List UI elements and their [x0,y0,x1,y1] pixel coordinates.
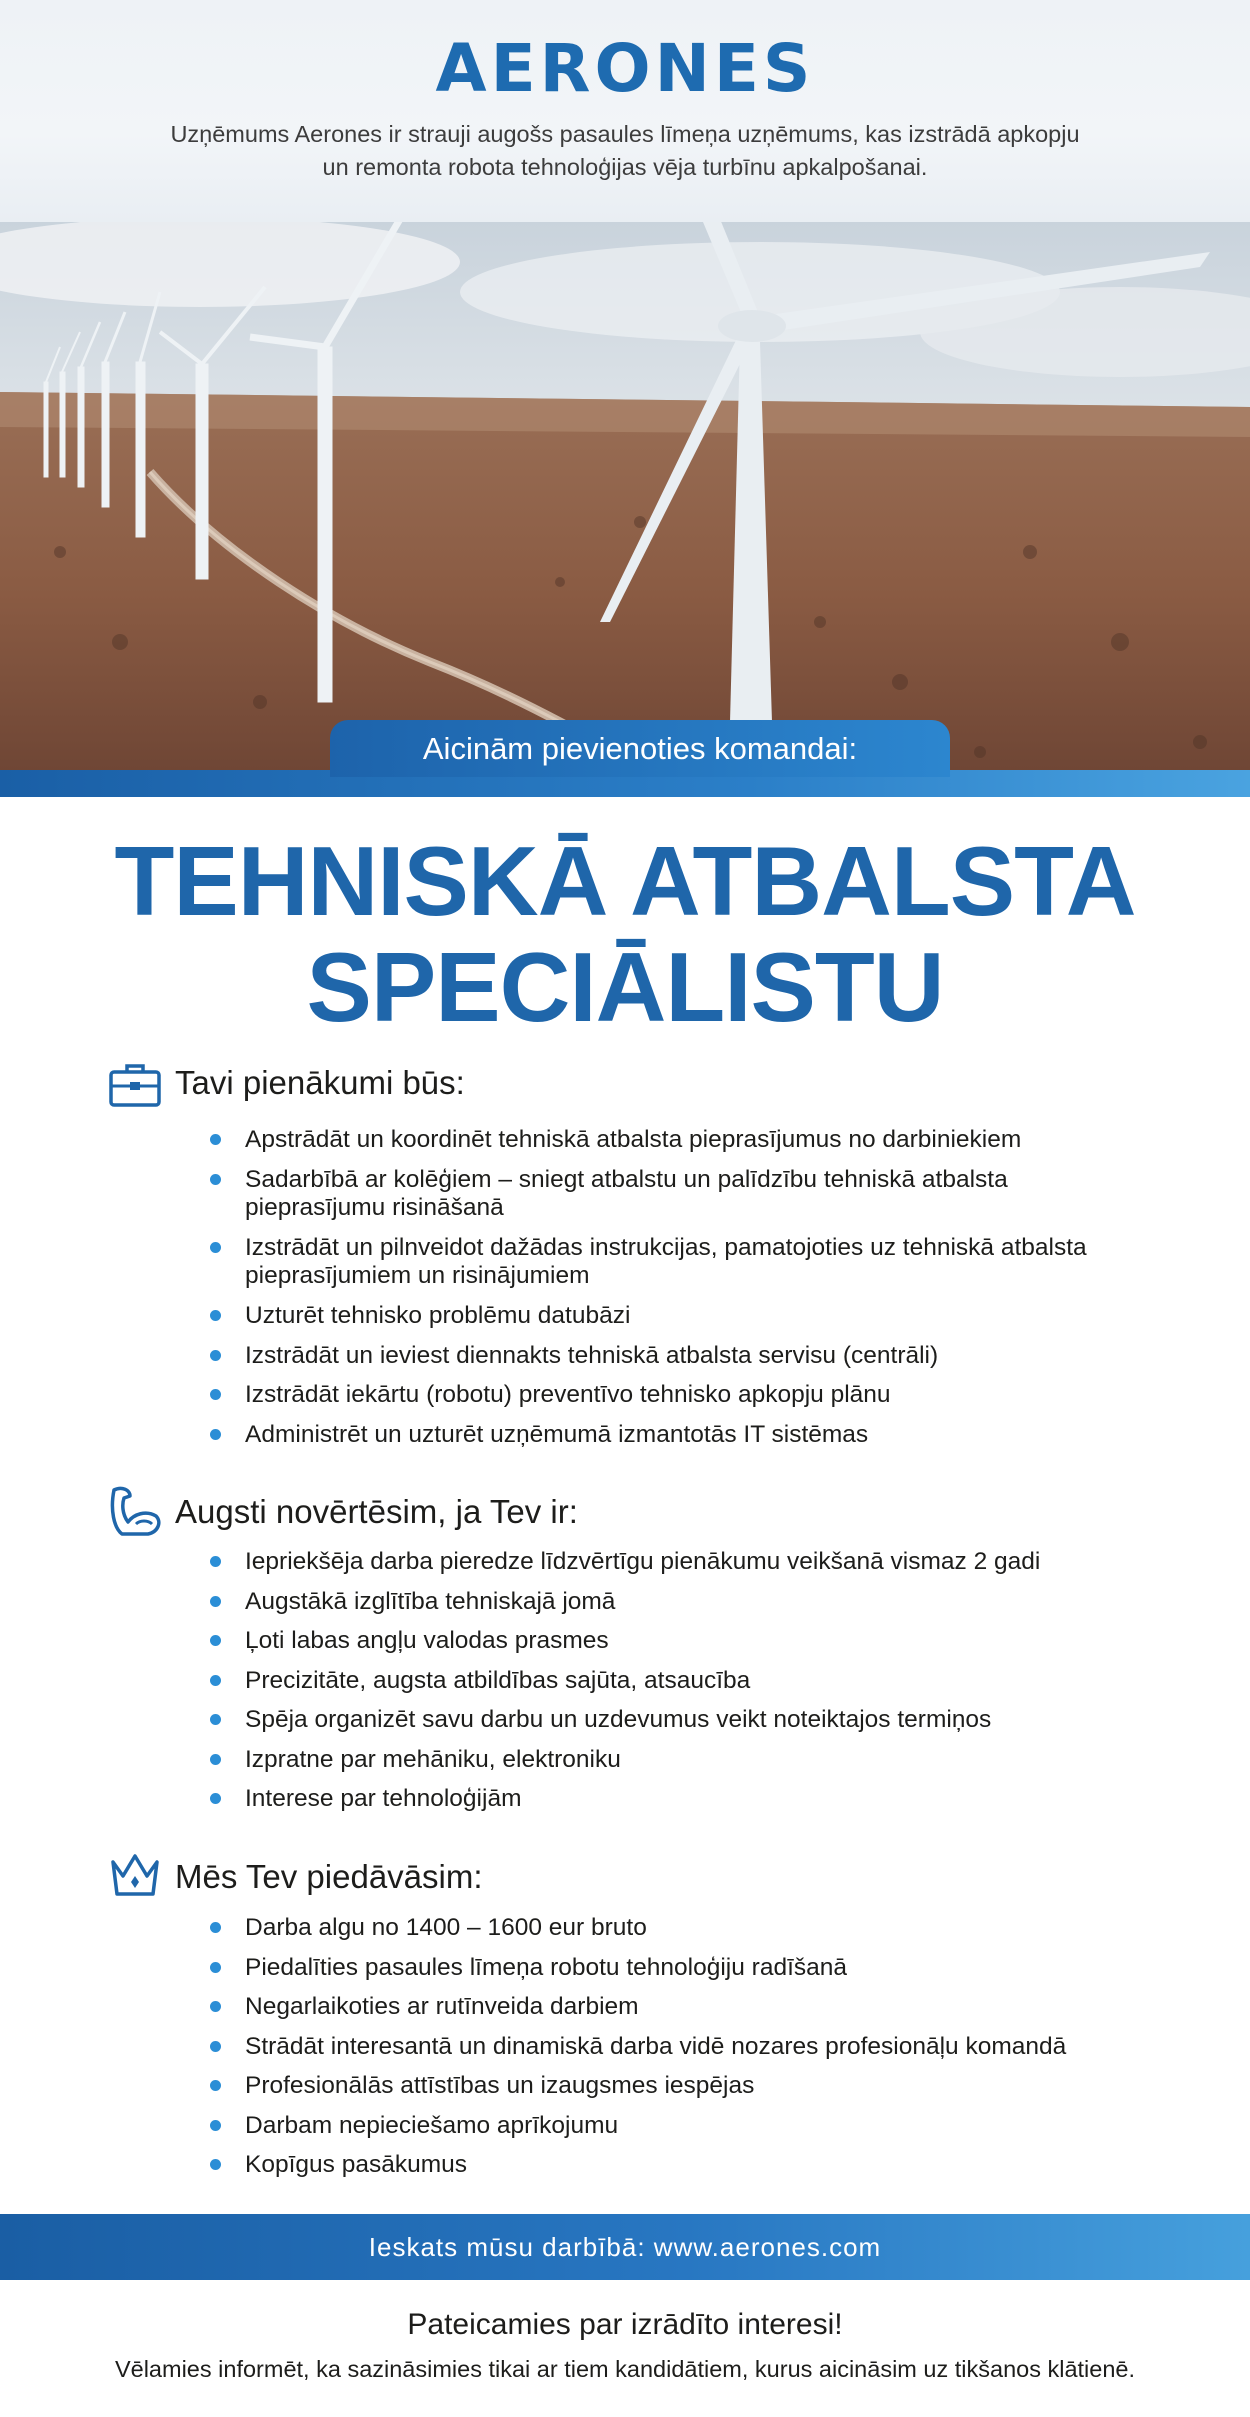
intro-line-1: Uzņēmums Aerones ir strauji augošs pasaules līmeņa uzņēmums, kas izstrādā apkopju [170,121,1080,147]
thanks-text: Pateicamies par izrādīto interesi! [407,2308,843,2341]
job-title-line-2: SPECIĀLISTU [306,932,944,1042]
join-team-label: Aicinām pievienoties komandai: [330,720,950,777]
job-title-line-1: TEHNISKĀ ATBALSTA [114,826,1136,936]
list-item: Piedalīties pasaules līmeņa robotu tehnoloģiju radīšanā [245,1954,1145,1982]
list-item: Ļoti labas angļu valodas prasmes [245,1627,1145,1655]
contact-note: Vēlamies informēt, ka sazināsimies tikai ar tiem kandidātiem, kurus aicināsim uz tikšanos klātienē. [114,2356,1136,2382]
list-item: Interese par tehnoloģijām [245,1785,1145,1813]
intro-line-2: un remonta robota tehnoloģijas vēja turbīnu apkalpošanai. [322,154,928,180]
requirements-heading: Augsti novērtēsim, ja Tev ir: [175,1493,578,1530]
aerones-logo: AERONES [435,30,815,107]
duties-heading: Tavi pienākumi būs: [175,1064,465,1101]
website-link-banner[interactable]: Ieskats mūsu darbībā: www.aerones.com [0,2214,1250,2280]
list-item: Izstrādāt un ieviest diennakts tehniskā atbalsta servisu (centrāli) [245,1342,1145,1370]
list-item: Kopīgus pasākumus [245,2151,1145,2179]
list-item: Administrēt un uzturēt uzņēmumā izmantotās IT sistēmas [245,1421,1145,1449]
job-title [0,828,1250,1040]
offer-heading: Mēs Tev piedāvāsim: [175,1858,483,1895]
list-item: Sadarbībā ar kolēģiem – sniegt atbalstu un palīdzību tehniskā atbalsta pieprasījumu risināšanā [245,1166,1145,1222]
list-item: Uzturēt tehnisko problēmu datubāzi [245,1302,1145,1330]
crown-icon [108,1850,162,1904]
list-item: Negarlaikoties ar rutīnveida darbiem [245,1993,1145,2021]
company-intro [100,118,1150,184]
list-item: Darba algu no 1400 – 1600 eur bruto [245,1914,1145,1942]
list-item: Augstākā izglītība tehniskajā jomā [245,1588,1145,1616]
list-item: Izpratne par mehāniku, elektroniku [245,1746,1145,1774]
list-item: Apstrādāt un koordinēt tehniskā atbalsta pieprasījumus no darbiniekiem [245,1126,1145,1154]
list-item: Strādāt interesantā un dinamiskā darba vidē nozares profesionāļu komandā [245,2033,1145,2061]
list-item: Profesionālās attīstības un izaugsmes iespējas [245,2072,1145,2100]
briefcase-icon [108,1062,162,1116]
list-item: Iepriekšēja darba pieredze līdzvērtīgu pienākumu veikšanā vismaz 2 gadi [245,1548,1145,1576]
header [0,0,1250,222]
list-item: Darbam nepieciešamo aprīkojumu [245,2112,1145,2140]
flexed-arm-icon [108,1484,162,1538]
list-item: Izstrādāt iekārtu (robotu) preventīvo tehnisko apkopju plānu [245,1381,1145,1409]
list-item: Spēja organizēt savu darbu un uzdevumus veikt noteiktajos termiņos [245,1706,1145,1734]
wind-farm-photo [0,222,1250,797]
list-item: Precizitāte, augsta atbildības sajūta, atsaucība [245,1667,1145,1695]
list-item: Izstrādāt un pilnveidot dažādas instrukcijas, pamatojoties uz tehniskā atbalsta pieprasījumiem un risinājumiem [245,1234,1145,1290]
